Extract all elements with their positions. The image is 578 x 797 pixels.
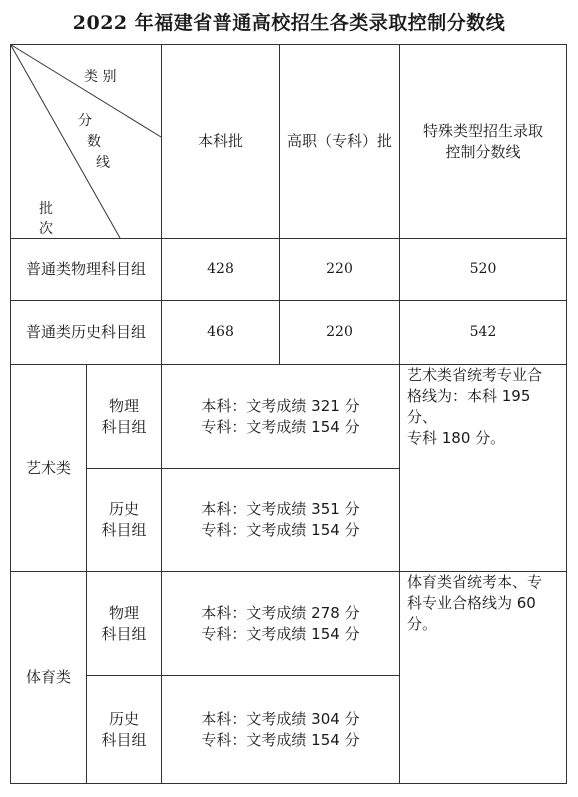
column-header-special-line-2: 控制分数线 xyxy=(445,142,521,161)
art-category-label: 艺术类 xyxy=(25,458,71,477)
column-header-special xyxy=(400,45,566,238)
cell-history-special: 542 xyxy=(469,324,497,340)
header-score-label-1: 分 xyxy=(78,113,92,129)
sports-note-line-3: 分。 xyxy=(407,615,438,633)
art-history-label-line-2: 科目组 xyxy=(101,521,147,539)
row-label-physics: 普通类物理科目组 xyxy=(25,260,146,278)
cell-physics-vocational: 220 xyxy=(326,261,353,277)
art-history-scores xyxy=(162,469,399,571)
art-physics-score-line-1: 本科：文考成绩 321 分 xyxy=(201,396,360,415)
art-note-line-2: 格线为：本科 195 分、 xyxy=(407,387,531,426)
cell-physics-undergrad: 428 xyxy=(207,261,234,277)
art-physics-label xyxy=(87,365,161,468)
sports-physics-label-line-2: 科目组 xyxy=(101,624,147,643)
cell-physics-special: 520 xyxy=(469,261,497,277)
sports-history-label-line-1: 历史 xyxy=(108,709,139,728)
sports-physics-label-line-1: 物理 xyxy=(108,603,139,622)
row-label-history: 普通类历史科目组 xyxy=(25,323,146,341)
sports-physics-score-line-1: 本科：文考成绩 278 分 xyxy=(201,603,360,622)
header-score-label-3: 线 xyxy=(96,155,110,171)
sports-note-line-1: 体育类省统考本、专 xyxy=(407,573,543,591)
art-history-label-line-1: 历史 xyxy=(108,500,139,518)
sports-note-line-2: 科专业合格线为 60 xyxy=(407,594,536,612)
sports-category-label: 体育类 xyxy=(25,668,71,686)
sports-physics-score-line-2: 专科：文考成绩 154 分 xyxy=(201,624,360,643)
art-physics-scores xyxy=(162,365,399,468)
sports-history-score-line-1: 本科：文考成绩 304 分 xyxy=(201,709,360,728)
page-title: 2022 年福建省普通高校招生各类录取控制分数线 xyxy=(72,12,506,34)
header-batch-label-2: 次 xyxy=(39,221,53,237)
column-header-undergrad: 本科批 xyxy=(197,132,243,150)
sports-physics-label xyxy=(87,572,161,675)
sports-note xyxy=(407,572,563,783)
art-note xyxy=(407,365,563,571)
column-header-vocational: 高职（专科）批 xyxy=(286,132,392,150)
sports-history-label xyxy=(87,676,161,783)
column-header-special-line-1: 特殊类型招生录取 xyxy=(422,121,543,140)
cell-history-vocational: 220 xyxy=(326,324,353,340)
sports-history-label-line-2: 科目组 xyxy=(101,730,147,749)
sports-history-score-line-2: 专科：文考成绩 154 分 xyxy=(201,730,360,749)
art-physics-label-line-2: 科目组 xyxy=(101,417,147,436)
art-physics-score-line-2: 专科：文考成绩 154 分 xyxy=(201,417,360,436)
sports-history-scores xyxy=(162,676,399,783)
cell-history-undergrad: 468 xyxy=(207,324,234,340)
art-history-score-line-2: 专科：文考成绩 154 分 xyxy=(201,521,360,539)
art-note-line-3: 专科 180 分。 xyxy=(407,429,506,447)
art-note-line-1: 艺术类省统考专业合 xyxy=(407,366,543,384)
header-batch-label-1: 批 xyxy=(39,201,53,217)
art-history-score-line-1: 本科：文考成绩 351 分 xyxy=(201,500,360,518)
header-category-label: 类 别 xyxy=(84,69,117,85)
art-physics-label-line-1: 物理 xyxy=(108,396,139,415)
header-score-label-2: 数 xyxy=(87,134,101,150)
sports-physics-scores xyxy=(162,572,399,675)
art-history-label xyxy=(87,469,161,571)
